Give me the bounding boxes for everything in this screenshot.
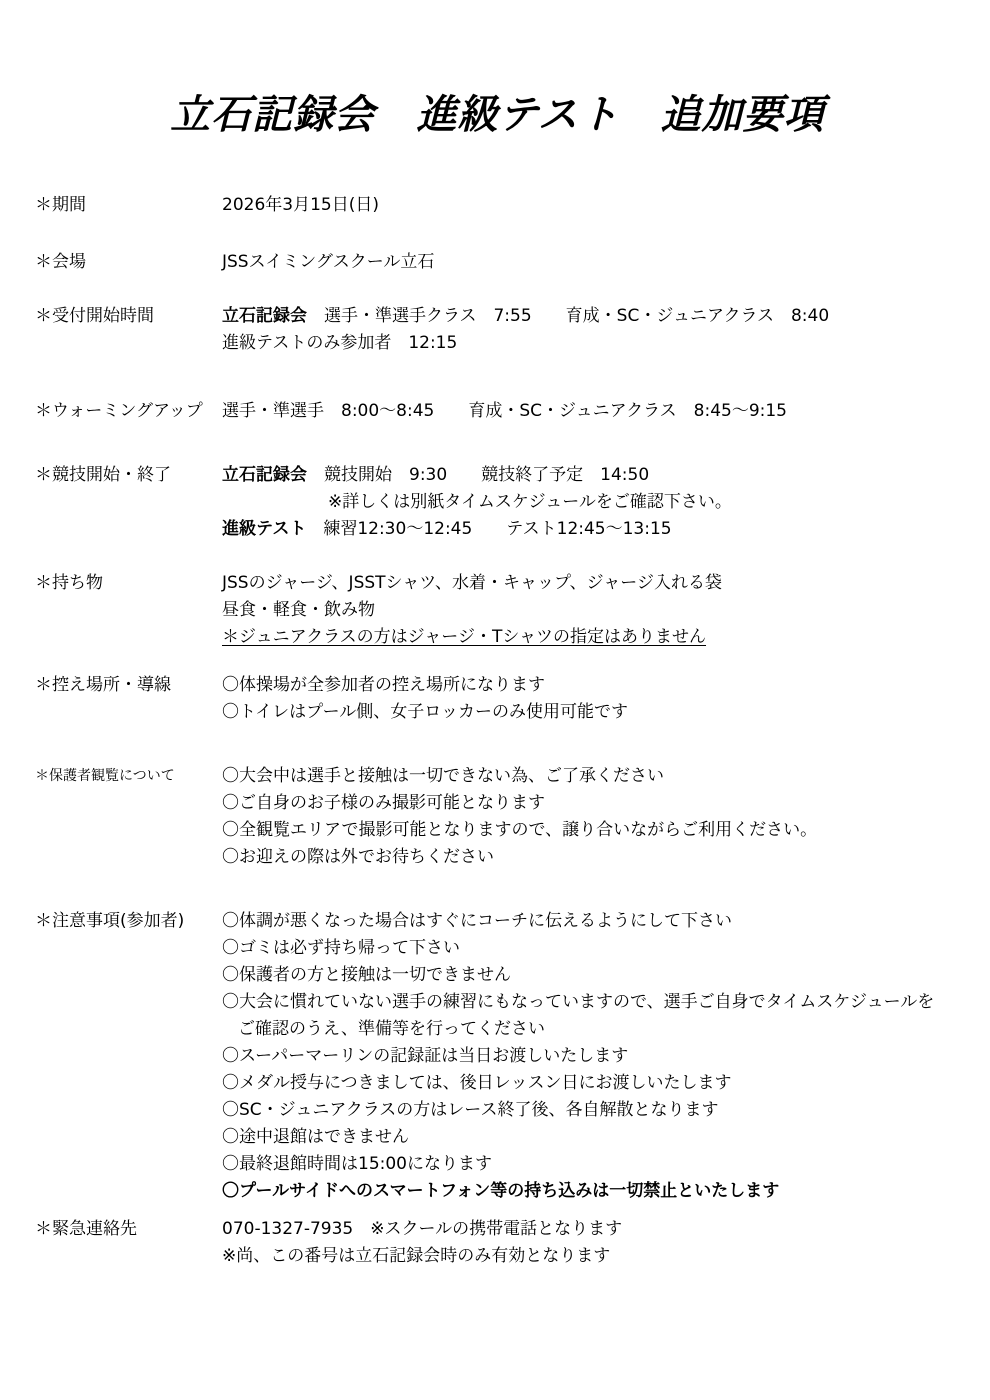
- text-line: [222, 1070, 960, 1097]
- section-period: [35, 192, 960, 219]
- section-precautions: [35, 908, 960, 1205]
- text-line: [222, 303, 960, 330]
- text-line: [222, 1124, 960, 1151]
- line-text: 〇保護者の方と接触は一切できません: [222, 965, 511, 985]
- section-content: [222, 462, 960, 543]
- line-text: 選手・準選手 8:00～8:45 育成・SC・ジュニアクラス 8:45～9:15: [222, 401, 788, 421]
- text-line-note: [222, 489, 960, 516]
- text-line: [222, 817, 960, 844]
- line-text: 〇途中退館はできません: [222, 1127, 409, 1147]
- section-label: ＊注意事項(参加者): [35, 911, 185, 931]
- line-text: JSSのジャージ、JSSTシャツ、水着・キャップ、ジャージ入れる袋: [222, 573, 722, 593]
- document-title: 立石記録会 進級テスト 追加要項: [170, 92, 825, 138]
- section-warming-up: [35, 398, 960, 425]
- line-text: 競技開始 9:30 競技終了予定 14:50: [307, 465, 650, 485]
- line-text: ご確認のうえ、準備等を行ってください: [238, 1019, 546, 1039]
- section-belongings: [35, 570, 960, 651]
- bold-prefix: 立石記録会: [222, 306, 307, 326]
- section-label: ＊会場: [35, 252, 86, 272]
- line-text: 2026年3月15日(日): [222, 195, 379, 215]
- line-text: 選手・準選手クラス 7:55 育成・SC・ジュニアクラス 8:40: [307, 306, 830, 326]
- section-spectating: [35, 763, 960, 871]
- line-text: 〇ゴミは必ず持ち帰って下さい: [222, 938, 460, 958]
- line-text: 〇SC・ジュニアクラスの方はレース終了後、各自解散となります: [222, 1100, 719, 1120]
- text-line: [222, 908, 960, 935]
- line-text: 〇体操場が全参加者の控え場所になります: [222, 675, 545, 695]
- text-line: [222, 597, 960, 624]
- text-line: [222, 516, 960, 543]
- section-content: [222, 398, 960, 425]
- text-line: [222, 989, 960, 1016]
- text-line: [222, 330, 960, 357]
- text-line: [222, 699, 960, 726]
- line-text: 昼食・軽食・飲み物: [222, 600, 375, 620]
- line-text: 〇スーパーマーリンの記録証は当日お渡しいたします: [222, 1046, 629, 1066]
- line-text: 〇プールサイドへのスマートフォン等の持ち込みは一切禁止といたします: [222, 1181, 780, 1201]
- line-text: 〇メダル授与につきましては、後日レッスン日にお渡しいたします: [222, 1073, 732, 1093]
- text-line: [222, 1043, 960, 1070]
- line-text: JSSスイミングスクール立石: [222, 252, 435, 272]
- line-text: 〇全観覧エリアで撮影可能となりますので、譲り合いながらご利用ください。: [222, 820, 818, 840]
- text-line-emphasized: [222, 1178, 960, 1205]
- line-text: 進級テストのみ参加者 12:15: [222, 333, 458, 353]
- text-line: [222, 763, 960, 790]
- text-line: [222, 249, 960, 276]
- section-label: ＊競技開始・終了: [35, 465, 171, 485]
- section-content: [222, 249, 960, 276]
- line-text: 〇お迎えの際は外でお待ちください: [222, 847, 494, 867]
- text-line: [222, 398, 960, 425]
- text-line: [222, 1151, 960, 1178]
- section-content: [222, 303, 960, 357]
- line-text: 〇ご自身のお子様のみ撮影可能となります: [222, 793, 545, 813]
- section-label: ＊緊急連絡先: [35, 1219, 137, 1239]
- section-label: ＊ウォーミングアップ: [35, 401, 203, 421]
- text-line: [222, 1097, 960, 1124]
- bold-prefix: 立石記録会: [222, 465, 307, 485]
- line-text: 〇体調が悪くなった場合はすぐにコーチに伝えるようにして下さい: [222, 911, 732, 931]
- bold-prefix: 進級テスト: [222, 519, 307, 539]
- section-content: [222, 1216, 960, 1270]
- section-content: [222, 763, 960, 871]
- text-line: [222, 935, 960, 962]
- section-emergency-contact: [35, 1216, 960, 1270]
- section-label: ＊受付開始時間: [35, 306, 154, 326]
- section-content: [222, 672, 960, 726]
- line-text: ※尚、この番号は立石記録会時のみ有効となります: [222, 1246, 611, 1266]
- section-content: [222, 908, 960, 1205]
- section-venue: [35, 249, 960, 276]
- text-line: [222, 192, 960, 219]
- text-line-underlined: [222, 624, 960, 651]
- text-line: [222, 1243, 960, 1270]
- emergency-phone-line: [222, 1216, 960, 1243]
- line-text: 〇トイレはプール側、女子ロッカーのみ使用可能です: [222, 702, 628, 722]
- section-content: [222, 192, 960, 219]
- line-text: 〇大会に慣れていない選手の練習にもなっていますので、選手ご自身でタイムスケジュールを: [222, 992, 935, 1012]
- section-content: [222, 570, 960, 651]
- section-competition-time: [35, 462, 960, 543]
- section-label: ＊持ち物: [35, 573, 103, 593]
- text-line: [222, 462, 960, 489]
- text-line-continuation: [222, 1016, 960, 1043]
- section-label: ＊期間: [35, 195, 86, 215]
- line-text: ＊ジュニアクラスの方はジャージ・Tシャツの指定はありません: [222, 627, 707, 647]
- line-text: 070-1327-7935 ※スクールの携帯電話となります: [222, 1219, 623, 1239]
- text-line: [222, 570, 960, 597]
- line-text: 〇大会中は選手と接触は一切できない為、ご了承ください: [222, 766, 664, 786]
- line-text: ※詳しくは別紙タイムスケジュールをご確認下さい。: [328, 492, 732, 512]
- section-label: ＊保護者観覧について: [35, 768, 175, 784]
- text-line: [222, 672, 960, 699]
- section-label: ＊控え場所・導線: [35, 675, 171, 695]
- line-text: 〇最終退館時間は15:00になります: [222, 1154, 492, 1174]
- section-waiting-area: [35, 672, 960, 726]
- section-reception-time: [35, 303, 960, 357]
- text-line: [222, 844, 960, 871]
- text-line: [222, 790, 960, 817]
- text-line: [222, 962, 960, 989]
- line-text: 練習12:30～12:45 テスト12:45～13:15: [306, 519, 672, 539]
